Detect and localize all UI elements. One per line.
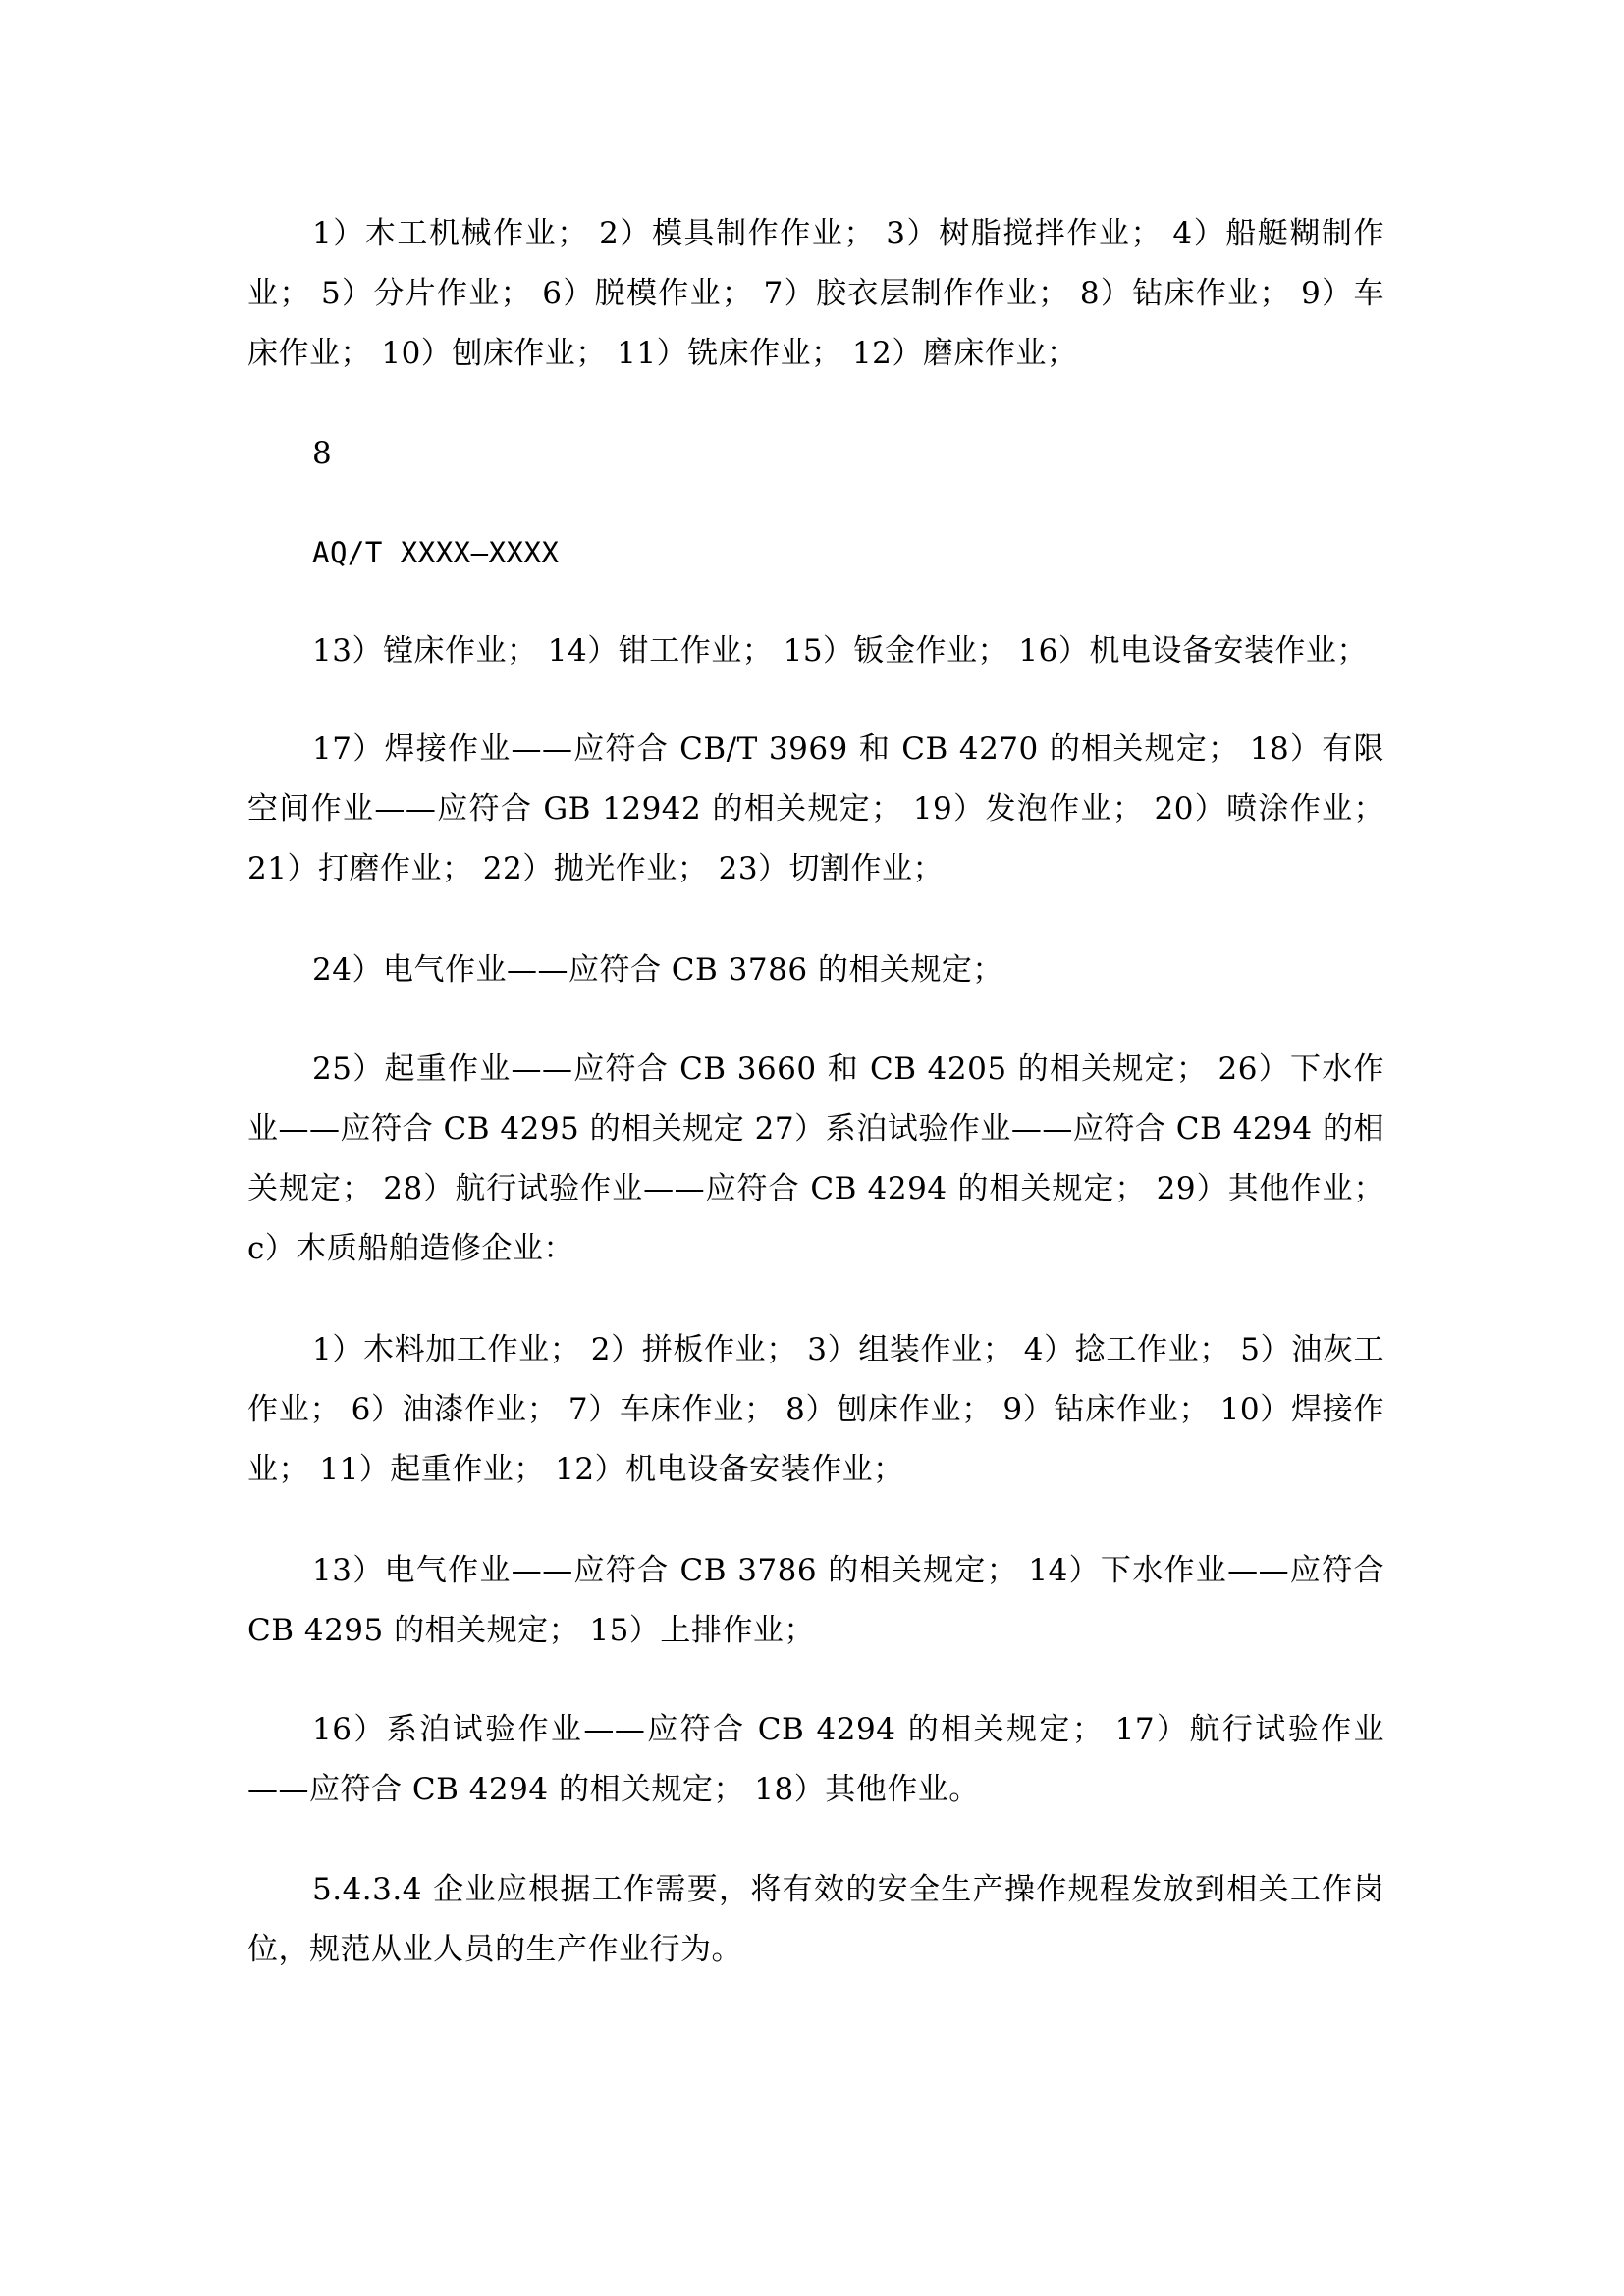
paragraph-wooden-ship-ops-16-18: 16）系泊试验作业——应符合 CB 4294 的相关规定； 17）航行试验作业——应符合 CB 4294 的相关规定； 18）其他作业。 [247, 1712, 1384, 1807]
standard-header-code: AQ/T XXXX—XXXX [312, 536, 560, 569]
paragraph-wooden-ship-ops-13-15: 13）电气作业——应符合 CB 3786 的相关规定； 14）下水作业——应符合 CB 4295 的相关规定； 15）上排作业； [247, 1553, 1384, 1648]
page-number: 8 [312, 436, 333, 471]
paragraph-op-24: 24）电气作业——应符合 CB 3786 的相关规定； [312, 952, 1003, 988]
paragraph-clause-5-4-3-4: 5.4.3.4 企业应根据工作需要，将有效的安全生产操作规程发放到相关工作岗位，规范从业人员的生产作业行为。 [247, 1872, 1384, 1967]
paragraph-shipbuilding-ops-1-12: 1）木工机械作业； 2）模具制作作业； 3）树脂搅拌作业； 4）船艇糊制作业； 5）分片作业； 6）脱模作业； 7）胶衣层制作作业； 8）钻床作业； 9）车床作业； 10）刨床作业； 11）铣床作业； 12）磨床作业； [247, 216, 1384, 371]
paragraph-ops-17-23: 17）焊接作业——应符合 CB/T 3969 和 CB 4270 的相关规定； 18）有限空间作业——应符合 GB 12942 的相关规定； 19）发泡作业； 20）喷涂作业； 21）打磨作业； 22）抛光作业； 23）切割作业； [247, 731, 1384, 886]
paragraph-ops-25-29: 25）起重作业——应符合 CB 3660 和 CB 4205 的相关规定； 26）下水作业——应符合 CB 4295 的相关规定 27）系泊试验作业——应符合 CB 4294 的相关规定； 28）航行试验作业——应符合 CB 4294 的相关规定； 29）其他作业； c）木质船舶造修企业： [247, 1051, 1384, 1266]
paragraph-ops-13-16: 13）镗床作业； 14）钳工作业； 15）钣金作业； 16）机电设备安装作业； [312, 633, 1368, 668]
paragraph-wooden-ship-ops-1-12: 1）木料加工作业； 2）拼板作业； 3）组装作业； 4）捻工作业； 5）油灰工作业； 6）油漆作业； 7）车床作业； 8）刨床作业； 9）钻床作业； 10）焊接作业； 11）起重作业； 12）机电设备安装作业； [247, 1332, 1384, 1487]
